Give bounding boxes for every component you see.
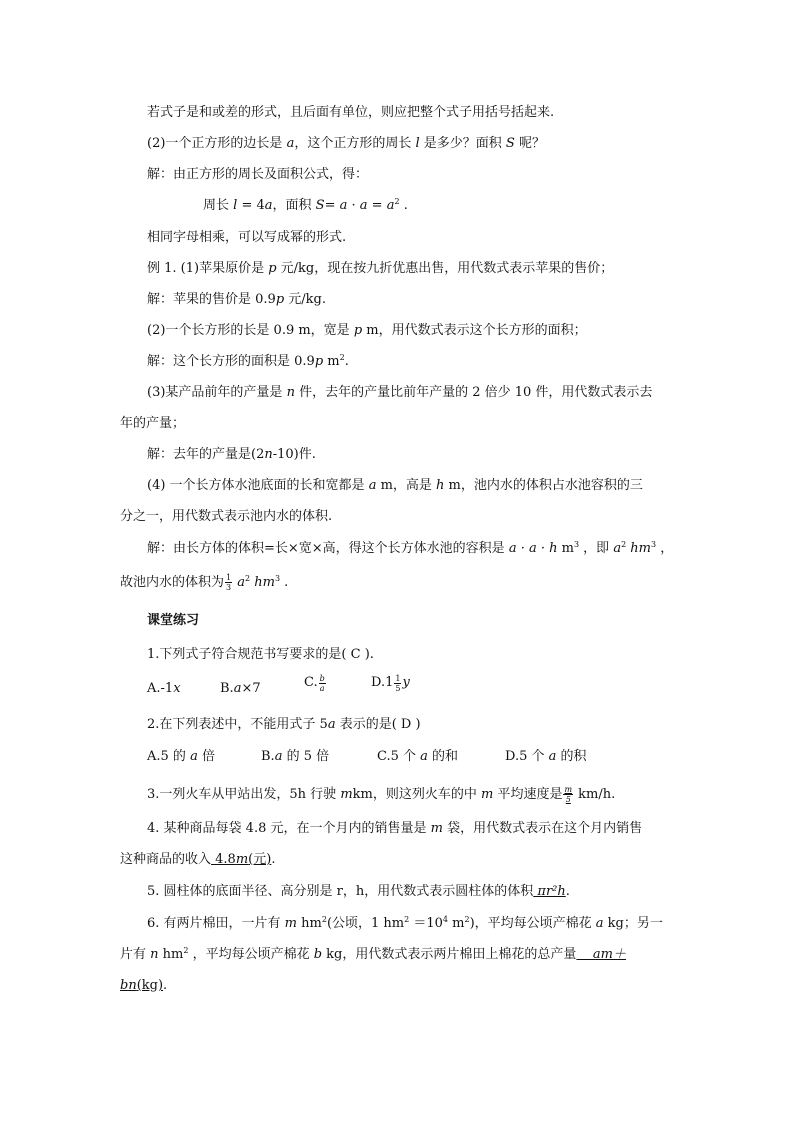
question-2-line: (2)一个正方形的边长是 a，这个正方形的周长 l 是多少？面积 S 呢？ xyxy=(147,136,545,151)
option-d: D.5 个 a 的积 xyxy=(505,749,587,764)
example-2-line: (2)一个长方形的长是 0.9 m，宽是 p m，用代数式表示这个长方形的面积； xyxy=(147,323,587,338)
exercise-4-continuation: 这种商品的收入 4.8m(元). xyxy=(120,852,276,867)
option-a: A.5 的 a 倍 xyxy=(147,749,215,764)
answer-blank: bn(kg) xyxy=(120,978,164,993)
solution-line: 解：由正方形的周长及面积公式，得： xyxy=(147,167,369,182)
exercise-3-line: 3.一列火车从甲站出发，5h 行驶 mkm，则这列火车的中 m 平均速度是 $\frac{m}{5}$ km/h. xyxy=(147,785,616,804)
note-line: 相同字母相乘，可以写成幂的形式. xyxy=(147,230,347,245)
example-3-continuation: 年的产量； xyxy=(120,416,186,431)
exercise-4-line: 4. 某种商品每袋 4.8 元，在一个月内的销售量是 m 袋，用代数式表示在这个月内销售 xyxy=(147,821,643,836)
exercise-1-line: 1.下列式子符合规范书写要求的是( C ). xyxy=(147,647,374,662)
section-heading: 课堂练习 xyxy=(147,613,200,628)
option-c: C. $\frac{b}{a}$ xyxy=(304,673,325,693)
formula-line: 周长 l = 4a，面积 $S= a \cdot a = a^2$ . xyxy=(203,197,408,213)
example-3-line: (3)某产品前年的产量是 n 件，去年的产量比前年产量的 2 倍少 10 件，用代数式表示去 xyxy=(147,385,653,400)
note-line: 若式子是和或差的形式，且后面有单位，则应把整个式子用括号括起来. xyxy=(147,105,555,120)
solution-line: 解：苹果的售价是 0.9p 元/kg. xyxy=(147,292,326,307)
example-4-continuation: 分之一，用代数式表示池内水的体积. xyxy=(120,509,333,524)
answer-blank: 4.8m(元) xyxy=(211,852,272,867)
example-4-line: (4) 一个长方体水池底面的长和宽都是 a m，高是 h m，池内水的体积占水池容积的三 xyxy=(147,478,643,493)
exercise-6-answer-continuation: bn(kg). xyxy=(120,978,168,993)
solution-line: 解：去年的产量是(2n-10)件. xyxy=(147,447,316,462)
fraction-one-third: $\frac{1}{3}$ xyxy=(226,573,232,592)
answer-fraction: $\frac{m}{5}$ xyxy=(564,785,573,804)
option-d: D.1 $\frac{1}{5}$ y xyxy=(371,673,410,693)
option-c: C.5 个 a 的和 xyxy=(377,749,459,764)
solution-line: 解：由长方体的体积=长×宽×高，得这个长方体水池的容积是 a · a · h $m^3$ ，即 $a^2$ $hm^3$ ， xyxy=(147,540,674,556)
exercise-1-options xyxy=(147,673,410,699)
option-b: B.a 的 5 倍 xyxy=(261,749,330,764)
answer-blank: πr²h xyxy=(533,884,566,899)
exercise-6-continuation: 片有 n $hm^2$ ，平均每公顷产棉花 b kg，用代数式表示两片棉田上棉花的总产量 am＋ xyxy=(120,946,626,962)
solution-line: 解：这个长方形的面积是 0.9p $m^2$. xyxy=(147,353,349,369)
exercise-2-options xyxy=(147,747,587,767)
exercise-5-line: 5. 圆柱体的底面半径、高分别是 r，h，用代数式表示圆柱体的体积 πr²h. xyxy=(147,884,570,899)
example-1-line: 例 1. (1)苹果原价是 p 元/kg，现在按九折优惠出售，用代数式表示苹果的售价； xyxy=(147,261,614,276)
exercise-2-line: 2.在下列表述中，不能用式子 5a 表示的是( D ) xyxy=(147,717,421,732)
option-b: B.a×7 xyxy=(220,681,261,696)
option-a: A.-1x xyxy=(147,681,181,696)
solution-continuation: 故池内水的体积为 $\frac{1}{3}$ $a^2$ $hm^3$ . xyxy=(120,573,289,592)
exercise-6-line: 6. 有两片棉田，一片有 m $hm^2$(公顷，1 $hm^2 =10^4$ $m^2$)，平均每公顷产棉花 a kg；另一 xyxy=(147,915,663,931)
answer-blank: am＋ xyxy=(576,947,626,962)
